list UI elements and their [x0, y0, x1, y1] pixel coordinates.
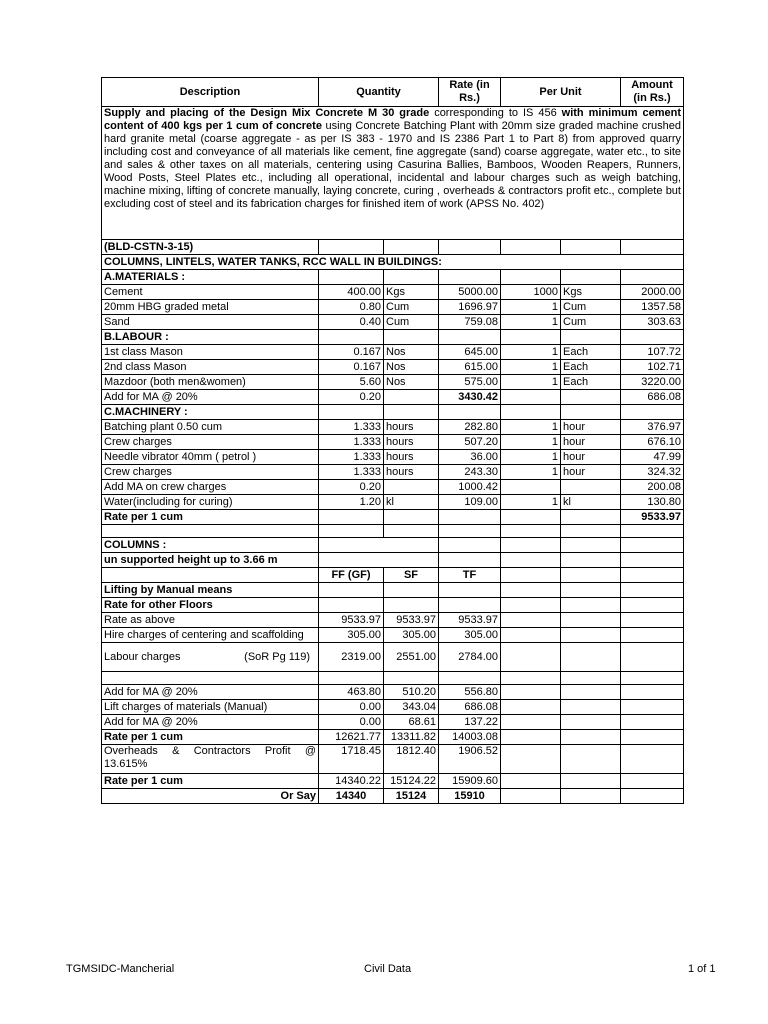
labour-charges-ff: 2319.00 [319, 643, 384, 672]
col-rate1-tf: 14003.08 [439, 730, 501, 745]
empty-cell [561, 700, 621, 715]
rate-per-cum-amount: 9533.97 [621, 510, 684, 525]
material-rate: 5000.00 [439, 285, 501, 300]
empty-cell [501, 715, 561, 730]
machinery-row [102, 465, 684, 480]
column-item-ff: 9533.97 [319, 613, 384, 628]
empty-cell [501, 685, 561, 700]
col-rate1-desc: Rate per 1 cum [102, 730, 319, 745]
labour-ma-desc: Add for MA @ 20% [102, 390, 319, 405]
machinery-ma-rate: 1000.42 [439, 480, 501, 495]
machinery-per-unit: hour [561, 420, 621, 435]
spacer-row-2 [102, 672, 684, 685]
water-per: 1 [501, 495, 561, 510]
material-rate: 1696.97 [439, 300, 501, 315]
column-item-tf: 686.08 [439, 700, 501, 715]
col-rate2-ff: 14340.22 [319, 774, 384, 789]
machinery-desc: Crew charges [102, 465, 319, 480]
specification-text [102, 107, 684, 240]
col-rate1-row [102, 730, 684, 745]
item-code: (BLD-CSTN-3-15) [102, 240, 319, 255]
machinery-row [102, 420, 684, 435]
water-row [102, 495, 684, 510]
labour-charges-row [102, 643, 684, 672]
overheads-tf: 1906.52 [439, 745, 501, 774]
col-rate1-sf: 13311.82 [384, 730, 439, 745]
column-item-row [102, 715, 684, 730]
machinery-row [102, 450, 684, 465]
section-title-row [102, 255, 684, 270]
labour-amount: 107.72 [621, 345, 684, 360]
machinery-qty: 1.333 [319, 465, 384, 480]
empty-cell [501, 613, 561, 628]
labour-qty: 0.167 [319, 345, 384, 360]
labour-per: 1 [501, 375, 561, 390]
or-say-row [102, 789, 684, 804]
header-description: Description [102, 78, 319, 107]
columns-rows-1 [102, 613, 684, 643]
rate-per-cum-row [102, 510, 684, 525]
spec-text-2: using Concrete Batching Plant with 20mm size graded machine crushed hard granite metal (coarse aggregate - as per IS 383 - 1970 and IS 2386 Part 1 to Part 8) from approved quarry including cost and conveyance of all materials like cement, fine aggregate (sand) coarse aggregate, water etc., to site and sales & other taxes on all materials, centering using Casurina Ballies, Bamboos, Wooden Reapers, Runners, Wood Posts, Steel Plates etc., including all operational, incidental and labour charges such as weigh batching, machine mixing, lifting of concrete manually, laying concrete, curing , overheads & contractors profit etc., complete but excluding cost of steel and its fabrication charges for finished item of work (APSS No. 402) [104, 120, 681, 210]
machinery-qty-unit: hours [384, 420, 439, 435]
machinery-per: 1 [501, 450, 561, 465]
empty-cell [621, 613, 684, 628]
col-rate1-ff: 12621.77 [319, 730, 384, 745]
or-say-tf: 15910 [439, 789, 501, 804]
or-say-label: Or Say [102, 789, 319, 804]
material-desc: Sand [102, 315, 319, 330]
machinery-desc: Batching plant 0.50 cum [102, 420, 319, 435]
other-floors-row [102, 598, 684, 613]
empty-cell [561, 685, 621, 700]
floor-tf: TF [439, 568, 501, 583]
rate-analysis-table [101, 77, 684, 804]
labour-qty: 0.167 [319, 360, 384, 375]
machinery-rate: 36.00 [439, 450, 501, 465]
lifting-row [102, 583, 684, 598]
material-qty-unit: Cum [384, 300, 439, 315]
column-item-sf: 68.61 [384, 715, 439, 730]
spec-row [102, 107, 684, 240]
machinery-ma-desc: Add MA on crew charges [102, 480, 319, 495]
labour-desc: 2nd class Mason [102, 360, 319, 375]
materials-heading: A.MATERIALS : [102, 270, 319, 285]
labour-heading-row [102, 330, 684, 345]
machinery-ma-amount: 200.08 [621, 480, 684, 495]
machinery-per: 1 [501, 465, 561, 480]
machinery-per-unit: hour [561, 465, 621, 480]
floor-sf: SF [384, 568, 439, 583]
columns-heading: COLUMNS : [102, 538, 319, 553]
floor-ff: FF (GF) [319, 568, 384, 583]
machinery-qty-unit: hours [384, 435, 439, 450]
empty-cell [501, 628, 561, 643]
water-qty: 1.20 [319, 495, 384, 510]
machinery-qty-unit: hours [384, 450, 439, 465]
machinery-per: 1 [501, 435, 561, 450]
material-qty: 0.80 [319, 300, 384, 315]
water-desc: Water(including for curing) [102, 495, 319, 510]
overheads-desc: Overheads & Contractors Profit @ 13.615% [102, 745, 319, 774]
material-row [102, 285, 684, 300]
column-item-ff: 463.80 [319, 685, 384, 700]
lifting-label: Lifting by Manual means [102, 583, 319, 598]
machinery-per-unit: hour [561, 450, 621, 465]
col-rate2-tf: 15909.60 [439, 774, 501, 789]
labour-charges-ref: (SoR Pg 119) [244, 650, 310, 663]
header-rate: Rate (in Rs.) [439, 78, 501, 107]
material-amount: 2000.00 [621, 285, 684, 300]
material-row [102, 315, 684, 330]
spacer-row [102, 525, 684, 538]
column-item-ff: 305.00 [319, 628, 384, 643]
materials-heading-row [102, 270, 684, 285]
footer-right: 1 of 1 [688, 963, 716, 975]
empty-cell [621, 628, 684, 643]
header-amount: Amount (in Rs.) [621, 78, 684, 107]
column-item-sf: 343.04 [384, 700, 439, 715]
material-desc: 20mm HBG graded metal [102, 300, 319, 315]
machinery-desc: Needle vibrator 40mm ( petrol ) [102, 450, 319, 465]
machinery-rate: 282.80 [439, 420, 501, 435]
machinery-rate: 507.20 [439, 435, 501, 450]
labour-per: 1 [501, 360, 561, 375]
empty-cell [561, 628, 621, 643]
water-amount: 130.80 [621, 495, 684, 510]
columns-subheading: un supported height up to 3.66 m [102, 553, 319, 568]
column-item-row [102, 613, 684, 628]
labour-row [102, 360, 684, 375]
material-qty: 0.40 [319, 315, 384, 330]
column-item-desc: Rate as above [102, 613, 319, 628]
column-item-row [102, 685, 684, 700]
machinery-heading: C.MACHINERY : [102, 405, 319, 420]
labour-ma-amount: 686.08 [621, 390, 684, 405]
material-qty: 400.00 [319, 285, 384, 300]
column-item-tf: 556.80 [439, 685, 501, 700]
empty-cell [561, 613, 621, 628]
labour-desc: 1st class Mason [102, 345, 319, 360]
empty-cell [621, 700, 684, 715]
labour-qty: 5.60 [319, 375, 384, 390]
labour-amount: 3220.00 [621, 375, 684, 390]
columns-heading-row [102, 538, 684, 553]
footer-left: TGMSIDC-Mancherial [66, 963, 175, 975]
spec-text-1: corresponding to IS 456 [429, 107, 562, 119]
columns-rows-2 [102, 685, 684, 730]
labour-qty-unit: Nos [384, 345, 439, 360]
material-desc: Cement [102, 285, 319, 300]
machinery-qty-unit: hours [384, 465, 439, 480]
labour-rows [102, 345, 684, 390]
or-say-ff: 14340 [319, 789, 384, 804]
overheads-row [102, 745, 684, 774]
empty-cell [561, 715, 621, 730]
water-qunit: kl [384, 495, 439, 510]
material-per: 1 [501, 315, 561, 330]
machinery-heading-row [102, 405, 684, 420]
labour-desc: Mazdoor (both men&women) [102, 375, 319, 390]
material-qty-unit: Kgs [384, 285, 439, 300]
labour-ma-qty: 0.20 [319, 390, 384, 405]
labour-ma-rate: 3430.42 [439, 390, 501, 405]
overheads-sf: 1812.40 [384, 745, 439, 774]
spec-bold-2: with minimum cement content of 400 kgs per 1 cum of concrete [104, 107, 681, 132]
water-rate: 109.00 [439, 495, 501, 510]
machinery-ma-row [102, 480, 684, 495]
material-per: 1 [501, 300, 561, 315]
machinery-rate: 243.30 [439, 465, 501, 480]
labour-per-unit: Each [561, 360, 621, 375]
columns-subheading-row [102, 553, 684, 568]
machinery-qty: 1.333 [319, 420, 384, 435]
labour-amount: 102.71 [621, 360, 684, 375]
labour-row [102, 375, 684, 390]
machinery-row [102, 435, 684, 450]
material-per-unit: Cum [561, 300, 621, 315]
machinery-ma-qty: 0.20 [319, 480, 384, 495]
section-title: COLUMNS, LINTELS, WATER TANKS, RCC WALL IN BUILDINGS: [102, 255, 684, 270]
material-per-unit: Cum [561, 315, 621, 330]
labour-per: 1 [501, 345, 561, 360]
labour-heading: B.LABOUR : [102, 330, 319, 345]
column-item-ff: 0.00 [319, 715, 384, 730]
column-item-sf: 305.00 [384, 628, 439, 643]
labour-charges-sf: 2551.00 [384, 643, 439, 672]
col-rate2-desc: Rate per 1 cum [102, 774, 319, 789]
material-rate: 759.08 [439, 315, 501, 330]
materials-rows [102, 285, 684, 330]
material-qty-unit: Cum [384, 315, 439, 330]
machinery-rows [102, 420, 684, 480]
labour-row [102, 345, 684, 360]
or-say-sf: 15124 [384, 789, 439, 804]
column-item-desc: Hire charges of centering and scaffolding [102, 628, 319, 643]
machinery-desc: Crew charges [102, 435, 319, 450]
header-quantity: Quantity [319, 78, 439, 107]
material-per-unit: Kgs [561, 285, 621, 300]
column-item-tf: 305.00 [439, 628, 501, 643]
water-punit: kl [561, 495, 621, 510]
machinery-amount: 47.99 [621, 450, 684, 465]
material-per: 1000 [501, 285, 561, 300]
overheads-ff: 1718.45 [319, 745, 384, 774]
column-item-ff: 0.00 [319, 700, 384, 715]
labour-rate: 575.00 [439, 375, 501, 390]
labour-rate: 615.00 [439, 360, 501, 375]
labour-qty-unit: Nos [384, 360, 439, 375]
column-item-sf: 9533.97 [384, 613, 439, 628]
labour-charges-desc [102, 643, 319, 672]
column-item-sf: 510.20 [384, 685, 439, 700]
material-amount: 1357.58 [621, 300, 684, 315]
labour-qty-unit: Nos [384, 375, 439, 390]
col-rate2-sf: 15124.22 [384, 774, 439, 789]
header-per-unit: Per Unit [501, 78, 621, 107]
footer-center: Civil Data [364, 963, 412, 975]
rate-per-cum-label: Rate per 1 cum [102, 510, 319, 525]
labour-rate: 645.00 [439, 345, 501, 360]
column-item-tf: 137.22 [439, 715, 501, 730]
empty-cell [621, 715, 684, 730]
machinery-amount: 676.10 [621, 435, 684, 450]
machinery-amount: 376.97 [621, 420, 684, 435]
other-floors-label: Rate for other Floors [102, 598, 319, 613]
labour-ma-row [102, 390, 684, 405]
column-item-row [102, 628, 684, 643]
material-amount: 303.63 [621, 315, 684, 330]
labour-per-unit: Each [561, 345, 621, 360]
spec-bold-1: Supply and placing of the Design Mix Concrete M 30 grade [104, 107, 430, 119]
column-item-row [102, 700, 684, 715]
machinery-per-unit: hour [561, 435, 621, 450]
column-item-desc: Add for MA @ 20% [102, 685, 319, 700]
column-item-tf: 9533.97 [439, 613, 501, 628]
empty-cell [501, 700, 561, 715]
header-row [102, 78, 684, 107]
column-item-desc: Add for MA @ 20% [102, 715, 319, 730]
material-row [102, 300, 684, 315]
labour-charges-tf: 2784.00 [439, 643, 501, 672]
code-row [102, 240, 684, 255]
labour-per-unit: Each [561, 375, 621, 390]
machinery-amount: 324.32 [621, 465, 684, 480]
empty-cell [621, 685, 684, 700]
floors-row [102, 568, 684, 583]
machinery-qty: 1.333 [319, 450, 384, 465]
machinery-qty: 1.333 [319, 435, 384, 450]
col-rate2-row [102, 774, 684, 789]
column-item-desc: Lift charges of materials (Manual) [102, 700, 319, 715]
labour-charges-label: Labour charges [104, 650, 181, 663]
machinery-per: 1 [501, 420, 561, 435]
